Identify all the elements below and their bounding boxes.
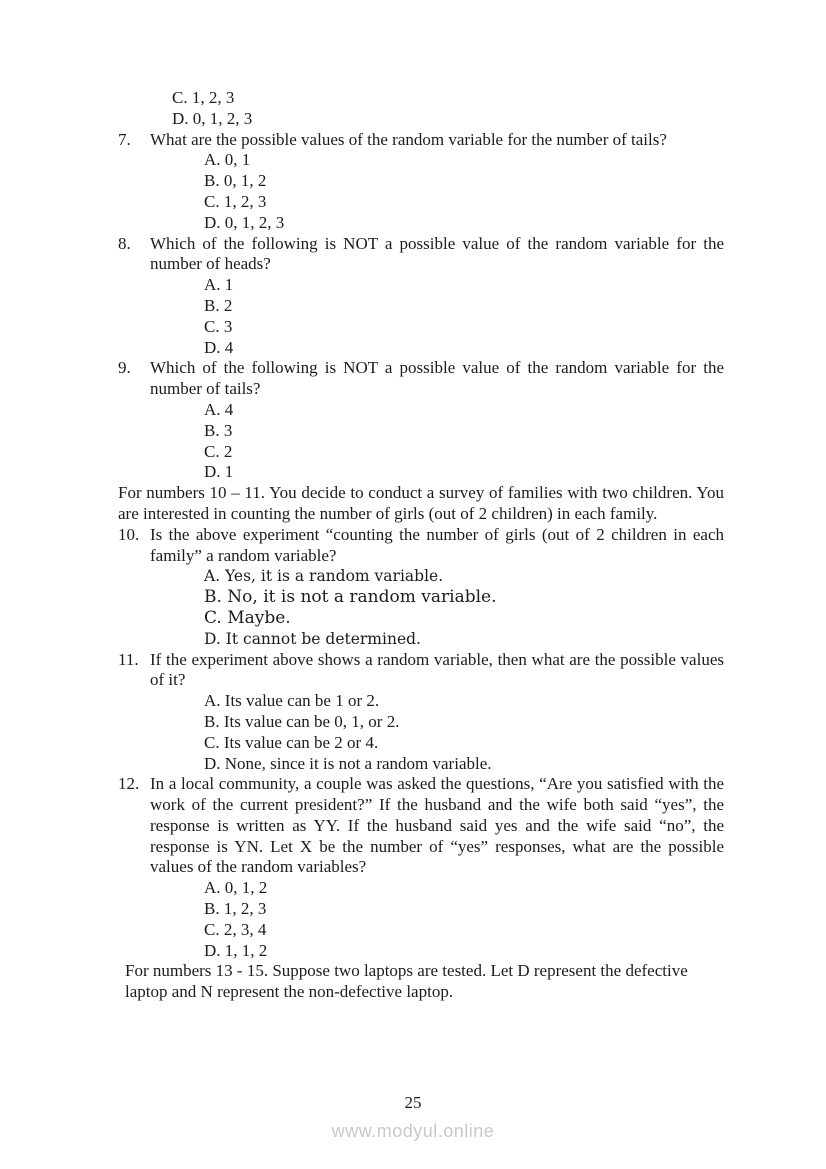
question-number: 8.	[118, 233, 131, 253]
answer-option: B. Its value can be 0, 1, or 2.	[204, 711, 400, 731]
question-9-options	[150, 400, 724, 483]
answer-option: B. 1, 2, 3	[204, 899, 267, 919]
question-text: If the experiment above shows a random variable, then what are the possible values of it?	[150, 649, 724, 690]
question-8-options	[150, 275, 724, 358]
question-text: In a local community, a couple was asked the questions, “Are you satisfied with the work of the current president?” If the husband and the wife both said “yes”, the response is written as YY. If the husband said yes and the wife said “no”, the response is YN. Let X be the number of “yes” responses, what are the possible values of the random variables?	[150, 774, 724, 877]
answer-option: C. 3	[204, 316, 233, 336]
question-number: 10.	[118, 524, 140, 544]
answer-option: A. Yes, it is a random variable.	[204, 567, 444, 586]
question-number: 11.	[118, 649, 139, 669]
question-number: 7.	[118, 129, 131, 149]
question-11	[118, 650, 724, 775]
answer-option: D. 1, 1, 2	[204, 940, 268, 960]
stem-numbers-13-15: For numbers 13 - 15. Suppose two laptops are tested. Let D represent the defective laptop and N represent the non-defective laptop.	[125, 961, 688, 1002]
question-text: What are the possible values of the random variable for the number of tails?	[150, 129, 667, 149]
question-10	[118, 525, 724, 650]
question-text: Which of the following is NOT a possible value of the random variable for the number of heads?	[150, 233, 724, 274]
answer-option: D. None, since it is not a random variable.	[204, 753, 492, 773]
question-number: 9.	[118, 358, 131, 378]
question-number: 12.	[118, 774, 140, 794]
answer-option: B. No, it is not a random variable.	[204, 587, 497, 608]
question-7-options	[150, 150, 724, 233]
answer-option: D. 0, 1, 2, 3	[172, 108, 253, 128]
answer-option: D. 4	[204, 337, 234, 357]
answer-option: C. 1, 2, 3	[204, 191, 267, 211]
stem-numbers-10-11: For numbers 10 – 11. You decide to conduct a survey of families with two children. You are interested in counting the number of girls (out of 2 children) in each family.	[118, 483, 724, 523]
answer-option: D. It cannot be determined.	[204, 629, 421, 648]
page-body	[118, 88, 724, 1003]
answer-option: A. 4	[204, 399, 234, 419]
answer-option: C. 1, 2, 3	[172, 88, 235, 107]
question-8	[118, 234, 724, 359]
answer-option: B. 0, 1, 2	[204, 171, 267, 191]
answer-option: D. 0, 1, 2, 3	[204, 212, 285, 232]
answer-option: C. 2, 3, 4	[204, 919, 267, 939]
question-7	[118, 130, 724, 234]
answer-option: B. 3	[204, 420, 233, 440]
watermark: www.modyul.online	[331, 1121, 495, 1141]
question-text: Is the above experiment “counting the number of girls (out of 2 children in each family” a random variable?	[150, 524, 724, 565]
question-12	[118, 774, 724, 961]
answer-option: D. 1	[204, 462, 234, 482]
question-text: Which of the following is NOT a possible value of the random variable for the number of tails?	[150, 358, 724, 399]
question-9	[118, 358, 724, 483]
orphan-options	[118, 88, 724, 130]
page-number: 25	[404, 1093, 422, 1112]
answer-option: B. 2	[204, 295, 233, 315]
question-10-options	[150, 566, 724, 649]
answer-option: A. 0, 1	[204, 150, 251, 170]
question-11-options	[150, 691, 724, 774]
answer-option: C. 2	[204, 441, 233, 461]
answer-option: C. Maybe.	[204, 607, 291, 628]
question-12-options	[150, 878, 724, 961]
answer-option: A. 0, 1, 2	[204, 878, 268, 898]
answer-option: C. Its value can be 2 or 4.	[204, 732, 379, 752]
answer-option: A. 1	[204, 275, 234, 295]
answer-option: A. Its value can be 1 or 2.	[204, 691, 380, 711]
